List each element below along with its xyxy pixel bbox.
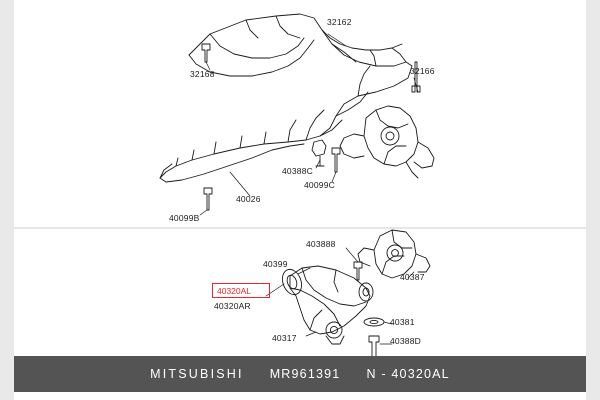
steering-knuckle-lower: [358, 230, 430, 278]
bolt-403888: [354, 262, 362, 280]
part-label-40099b: 40099B: [169, 213, 200, 223]
part-label-40399: 40399: [263, 259, 288, 269]
bolt-32168: [202, 44, 210, 62]
part-label-40026: 40026: [236, 194, 261, 204]
reference-number: N - 40320AL: [366, 367, 450, 381]
part-label-40388d: 40388D: [390, 336, 421, 346]
parts-drawing: [14, 0, 586, 400]
steering-knuckle-upper: [340, 106, 434, 178]
diagram-canvas: [14, 0, 586, 400]
page-right-edge: [586, 0, 600, 400]
part-label-40381: 40381: [390, 317, 415, 327]
washer-40381: [364, 318, 384, 326]
part-label-403888: 403888: [306, 239, 336, 249]
part-label-32162: 32162: [327, 17, 352, 27]
part-number: MR961391: [269, 367, 341, 381]
crossmember-outline: [160, 14, 412, 182]
page-left-edge: [0, 0, 14, 400]
brand-name: MITSUBISHI: [150, 367, 244, 381]
highlight-label: 40320AL: [217, 286, 252, 296]
footer-bar: [14, 356, 586, 392]
part-label-32168: 32168: [190, 69, 215, 79]
bolt-40099b: [204, 188, 212, 210]
part-label-32166: 32166: [410, 66, 435, 76]
part-label-40317: 40317: [272, 333, 297, 343]
bolt-40099c: [332, 148, 340, 172]
part-label-40388c: 40388C: [282, 166, 313, 176]
part-label-40099c: 40099C: [304, 180, 335, 190]
part-label-40387: 40387: [400, 272, 425, 282]
highlight-sublabel: 40320AR: [214, 301, 251, 311]
